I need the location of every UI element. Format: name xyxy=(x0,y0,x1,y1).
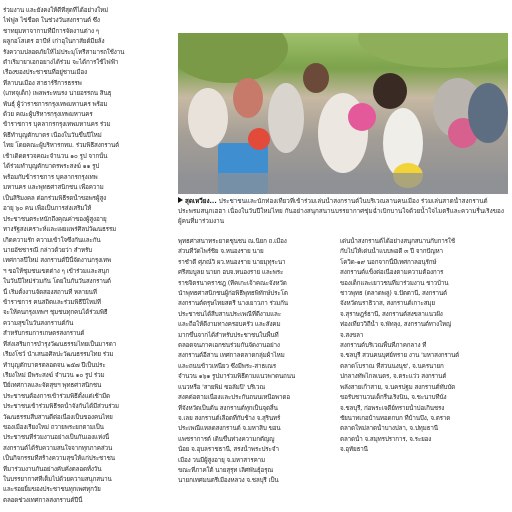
text-line: สงกรานต์บริเวณพื้นที่ภาคกลาง ที่ xyxy=(340,342,427,350)
text-line: เรียงใหม่ มีพระสงฆ์ จำนวน ๑๐ รูป ร่วม xyxy=(3,371,105,379)
text-line: นายกเทศมนตรีเมืองหลวง จ.ชลบุรี เป็น xyxy=(178,477,279,485)
text-line: ประชาชนที่ร่วมงานอย่างเป็นกันเองแห่งนี้ xyxy=(3,434,110,442)
text-line: ตลอดช่วงเทศกาลสงกรานต์ปีนี้ xyxy=(3,496,83,504)
text-line: เด่นน้ำสงกรานต์ได้อย่างสนุกสนานกับการใช้ xyxy=(340,238,455,245)
text-line: จำนวน ๑๖๑ รูปมาร่วมพิธีตามแนวพาดนถนน xyxy=(178,373,296,381)
text-line: ของเด็กและเยาวชนที่มาร่วมงาน ชาวบ้าน xyxy=(340,279,449,287)
text-line: และถนนข้าวเหนียว ซึ่งมีพระ-สาธเณร xyxy=(178,362,277,370)
text-line: ประชาชนได้สืบสานประเพณีที่ดีงามและ xyxy=(178,310,281,318)
text-line: ทางรัฐสงเคราะห์และเผยแพร่ศิลปวัฒนธรรม xyxy=(3,226,117,234)
text-line: แนวหรือ 'สายพิม่ ซอลัมปิ' บริเวณ xyxy=(178,383,266,391)
text-line: ตลอดจนภาคเอกชนร่วมกันจัดงานอย่าง xyxy=(178,342,280,350)
text-line: พร้อมกับข้าราชการ บุคลากรกรุงเทพ xyxy=(3,173,98,181)
text-line: เทศกาลปีใหม่ สงกรานต์ปีนี้จัดงานกรุงเทพ xyxy=(3,257,111,265)
songkran-photo xyxy=(178,33,508,194)
text-line: จ.สงขลา xyxy=(340,331,364,339)
text-line: ส่วนที่วัดไพร์ชิย จ.หนองราย นาย xyxy=(178,248,264,256)
text-line: ที่มาร่วมงานกันอย่างคับคั่งตลอดทั้งวัน xyxy=(3,465,102,473)
text-line: นายอัชชารณี กล่าวด้วยว่า สำหรับ xyxy=(3,247,93,255)
text-line: และรอยยิ้มของประชาชนทุกเพศทุกวัย xyxy=(3,486,101,494)
text-line: ไทย โดยคณะผู้บริหารกทม. ร่วมพิธีสงกรานต์ xyxy=(3,142,120,150)
caption-text: ประชาชนและนักท่องเที่ยวที่เข้าร่วมเล่นน้ำสงกรานต์ในบริเวณลานคนเมือง ร่วมเล่นสาดน้ำสงกรานต์ ประพรมสนุกเฮฮา เนื่องในวันปีใหม่ไทย กันอย่างสนุกสนานบรรยากาศชุ่มฉ่ำเบิกบานใจด้วยน้ำใจไมตรีและความรื่นเริงของผู้คนที่มาร่วมงาน xyxy=(178,198,504,225)
text-line: จังหวัดนราธิวาส, สงกรานต์เกาะสมุย xyxy=(340,300,435,308)
text-line: ตลาดโบราณ ที่สวนนงนุช', จ.นครนายก xyxy=(340,362,444,370)
text-line: สงกรานต์อีสาน เทศกาลตลาดกลุ่มผ้าไหม xyxy=(178,352,285,360)
text-line: น้อย จ.อุบลราชธานี, สรงน้ำพระประจำ xyxy=(178,446,279,454)
text-line: พิธีทำบุญตักบาตร เนื่องในวันขึ้นปีใหม่ xyxy=(3,131,102,139)
text-line: ตลาดน้ำ จ.สมุทรปราการ, จ.ระยอง xyxy=(340,435,432,443)
text-line: ที่ส่งเสริมการบำรุงวัฒนธรรมไทยเป็นมารดา xyxy=(3,340,117,348)
text-line: ผลูกอโสเตร ฮาบีห์ เก่าอุในกาสัยด์มียล้ง xyxy=(3,38,105,46)
text-line: ราชำดี ศุภณ์วิ ผว.หนองราย นายมุทุระนา xyxy=(178,258,286,266)
text-line: วัฒนธรรมสืบสานดีต่อเนื่องเป็นของคนไทย xyxy=(3,413,113,421)
text-line: จ.ชลบุรี, ก่อพระเจดีย์ทรายน้ำบ่อเกินชรง xyxy=(340,404,445,412)
text-line: โควิด-๑๙ นอกจากนี้มีเทศกาลอนุรักษ์ xyxy=(340,258,437,266)
text-line: ในบรรยากาศที่เต็มไปด้วยความสนุกสนาน xyxy=(3,475,112,483)
article-column-left-bottom xyxy=(3,194,173,512)
text-line: ขณะที่ภาคใต้ นายสุรุท เลิศพันธุ์อรุณ xyxy=(178,466,274,474)
text-line: ของเมืองเรียงใหม่ ถวายพระยกตามเป็น xyxy=(3,423,104,431)
article-column-right xyxy=(340,237,508,512)
text-line: รังความปลอดภัยให้ไม่ประมุโทรีสามารถใช้งาน xyxy=(3,48,125,56)
text-line: ชาทยุมหาจากามที่มีการจัดงานต่าง ๆ xyxy=(3,27,99,35)
text-line: ด้วย คณะผู้บริหารกรุงเทพมหานคร xyxy=(3,111,93,119)
caption-arrow-icon xyxy=(178,197,183,203)
text-line: ไฟฟูล ไข่ชื่อด ในช่วงวันสงกรานต์ ซึ่ง xyxy=(3,17,100,25)
text-line: ที่ลาบนเมือง สาธาร์รีการธรรพ xyxy=(3,79,82,87)
text-line: ที่จังหวัดเป็นต้น สงกรานต์ทุกเป็นจุดสิ้น xyxy=(178,404,278,412)
text-line: ประชาชนต้องการเข้าร่วมพิธีตั้งแต่เช้ามืด xyxy=(3,392,110,400)
text-line: เมือง วนมีผู้สูงอายุ จ.มหาสารคาม xyxy=(178,456,266,464)
text-line: ฯ ขอให้ชุมชนเขตต่าง ๆ เข้าร่วมและสนุก xyxy=(3,267,110,275)
text-line: จ.สุราษฎร์ธานี, สงกรานต์สงขลาแนวฝั่ง xyxy=(340,310,443,318)
text-line: พันธุ์ ผู้ว่าราชการกรุงเทพมหานคร พร้อม xyxy=(3,100,108,108)
text-line: ปีย์เทศกาลและจัดสุขฯ พุทธศาสนิกชน xyxy=(3,382,102,390)
text-line: จะให้คนกรุงเทพฯ ชุมชนทุกคนได้ร่วมพิธี xyxy=(3,309,108,317)
text-line: ขอรับชานวนเด็กรื่นเริงนิน, จ.ชะนาบทีนั่ง xyxy=(340,394,447,402)
text-line: และถือให้ดีงามทางครอบครัว และสังคม xyxy=(178,321,281,329)
article-column-left-top xyxy=(3,6,175,194)
text-line: จ.ชลบุรี สวนคนบุศย์ทราย งาน 'มหาสงกรานต์ xyxy=(340,352,460,360)
text-line: ทำบุญตักบาตรตลอดจน ๒๕๗ ปีเป็นประ xyxy=(3,361,106,369)
text-line: จ.เลย สงกรานต์เลือดที่กับช้าง จ.สุรินทร์ xyxy=(178,414,281,422)
text-line: ตลาดใหม่ลาดน้ำบางปลา, จ.ปทุมธานี xyxy=(340,425,438,433)
text-line: ได้ร่วมทำบุญตักบาตรพระสงฆ์ ๑๑ รูป xyxy=(3,163,100,171)
article-column-middle xyxy=(178,237,336,512)
text-line: ข้าราชการ คนสถิตและร่วมพิธีปีใหม่ที่ xyxy=(3,299,101,307)
text-line: ในวันปีใหม่ร่วมกัน โดยในกันวันสงกรานต์ xyxy=(3,278,111,286)
text-line: ประเพณีแหลดสงกรานต์ จ.มหาสิบ ขอน xyxy=(178,425,281,433)
text-line: ท่องเที่ยววิถีน้ำ จ.พัทลุง, สงกรานต์ทางใหญ่ xyxy=(340,321,452,329)
text-line: สำหรับกรมการเกษตรสงกรานต์ xyxy=(3,330,85,338)
text-line: เกิดความรัก ความเข้าใจซึ่งกันและกัน xyxy=(3,236,101,244)
text-line: มหานคร และพุทธศาสนิกชน เพื่อความ xyxy=(3,183,104,191)
text-line: ความสุขในวันสงกรานต์กัน xyxy=(3,319,74,327)
text-line: สงกรานต์แข็งต่อเนื่องตามความต้องการ xyxy=(340,269,444,277)
text-line: ข้าราชการ บุคลากรกรุงเทพมหานคร ร่วม xyxy=(3,121,111,129)
text-line: ร่วมงาน และยังคงให้ดีที่สุดที่ได้อย่างใหม่ xyxy=(3,7,109,14)
text-line: เช้าเดิดตรวจคณะจำนวน ๑๐ รูป จากนั้น xyxy=(3,152,108,160)
text-line: เป็นกิจกรรมที่สร้างความสุขให้แก่ประชาชน xyxy=(3,455,115,463)
text-line: เรื่องของประชาชนที่อยู่ชานเมือง xyxy=(3,69,87,77)
text-line: อายุ ๖๐ คน เพื่อเป็นการส่งเสริมให้ xyxy=(3,205,92,213)
text-line: สงกรานต์ตรุษไทยสตรี นางเยาวภา ร่วมกัน xyxy=(178,300,288,308)
text-line: (เภทจุเด็ก) เพลพระหนรง นายอรรถน สินธุ xyxy=(3,90,112,98)
text-line: สงกรานต์ได้รับความสนใจจากทุกภาคส่วน xyxy=(3,444,113,452)
text-line: ประชาชนเข้าร่วมพิธีรดน้ำจังกันได้มีส่วนร่วม xyxy=(3,403,119,411)
text-line: นี้ เริ่มตั้งงานจัดสองสถานที่ หลายนที่ xyxy=(3,288,97,296)
text-line: สงคต่อตามเนื่องและประกันถนนเหนือพาดอ xyxy=(178,394,290,402)
text-line: แพชราการต์ เดินขึ้นท่วงความกตัญญู xyxy=(178,435,275,443)
text-line: ราชจิตรนาคราชฎ (ทีคเกะเจ้าคณะจังหวัด xyxy=(178,279,287,287)
text-line: ประชาชนตระหนักถึงคุณค่าของผู้สูงอายุ xyxy=(3,215,107,223)
text-line: ปกลางทัพไกลเนตร, จ.ตระแว่ว สงกรานต์ xyxy=(340,373,447,381)
text-line: ชาวพุทธ (ตลาดพลู) จ.ปัตตานี, สงกรานต์ xyxy=(340,290,447,298)
text-line: กับไปให้เด่นน้ำแบบพอดี ๓ ปี จากปัญหา xyxy=(340,248,443,256)
photo-caption xyxy=(178,197,508,233)
text-line: ตำเริ่มายาเอกอยางได้ร่วม จะได้การใช้ไฟฟ้า xyxy=(3,59,119,67)
caption-tag: สุดเหวี่ยง... xyxy=(185,198,217,205)
text-line: ศรีสมบูลย นายก อบจ.หนองราย และพระ xyxy=(178,269,284,277)
text-line: จ.อุทัยธานี xyxy=(340,446,368,454)
text-line: พุทธศาสนาทระยาดชุนชน ณ.นิยก ถ.เมือง xyxy=(178,238,287,245)
text-line: เป็นสิริมงคล ต่อกร่วมพิธีรดน้ำขอพรผู้สูง xyxy=(3,195,107,202)
text-line: พลังสายเก้าสาย, จ.นครปฐม สงกรานต์ทับบัด xyxy=(340,383,456,391)
text-line: มากขึ้นจากได้สำหรับประชาชนในพื้นที่ xyxy=(178,331,279,339)
text-line: เรียงโชว์ นำเสนอศิลปะวัฒนธรรมไทย ร่วม xyxy=(3,351,114,359)
text-line: นำพุทธศาสนิกชนผู้ก่อพิธีพุทธพิทักษ์ประโต xyxy=(178,290,288,298)
text-line: ชัยนาทเกอบ้านทอดกบก ที่บ้านบึง, จ.ตราด xyxy=(340,414,451,422)
